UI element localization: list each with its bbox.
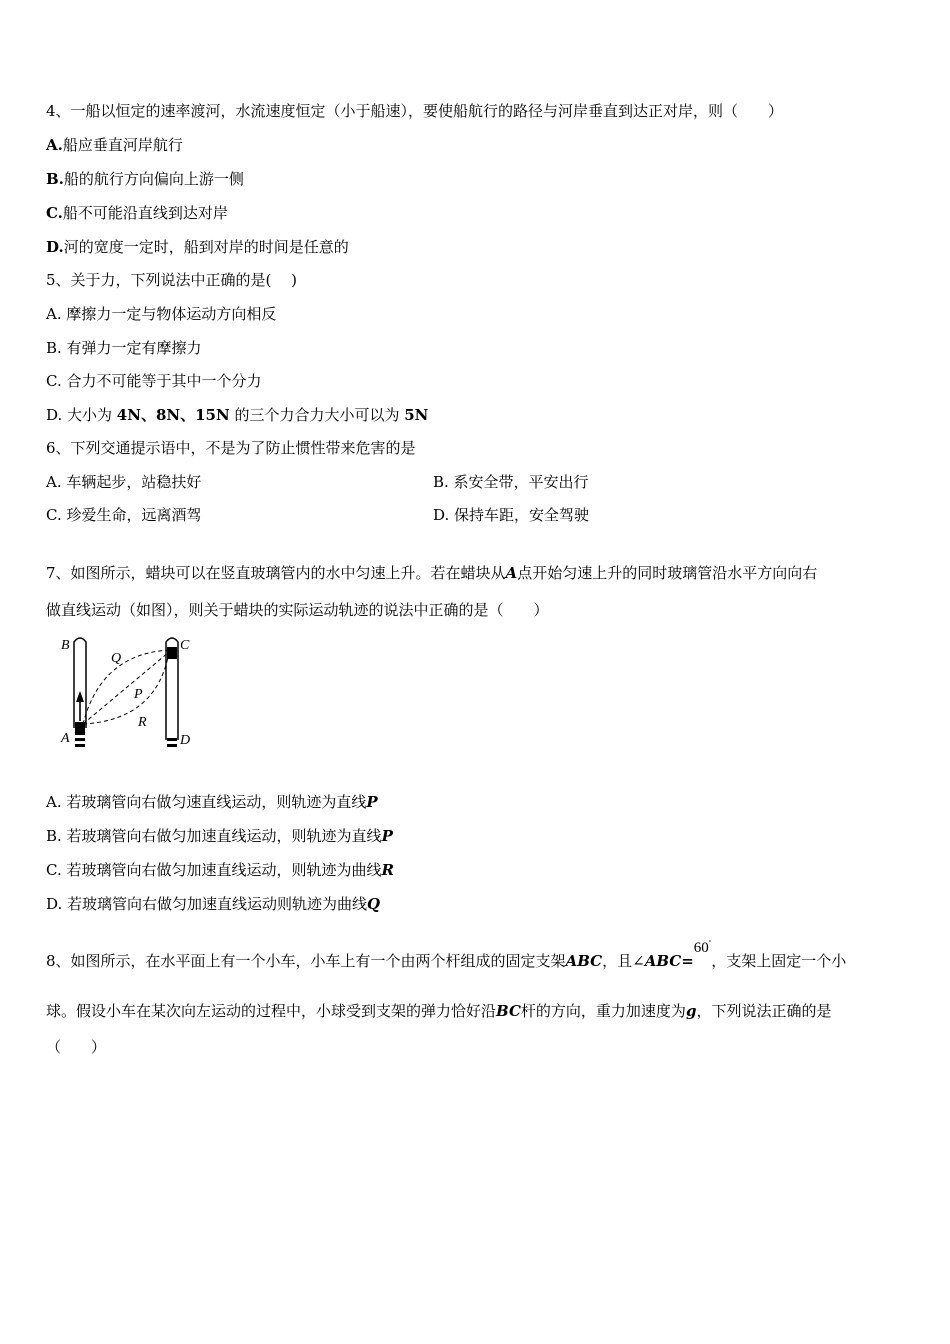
label-r: R <box>138 715 147 730</box>
q5-option-d-value: 5N <box>404 406 429 424</box>
q8-rod-bc: BC <box>496 1002 521 1020</box>
q7-option-d-var: Q <box>367 895 381 913</box>
label-a: A <box>61 731 70 746</box>
q7-option-d <box>46 893 380 915</box>
q5-option-d-pre: D. 大小为 <box>46 406 117 424</box>
q8-stem-line1-pre: 8、如图所示，在水平面上有一个小车，小车上有一个由两个杆组成的固定支架 <box>46 952 566 970</box>
q8-angle-value <box>694 940 711 956</box>
q7-option-c <box>46 859 394 881</box>
q6-stem: 6、下列交通提示语中，不是为了防止惯性带来危害的是 <box>46 439 416 457</box>
q7-option-a-var: P <box>366 793 378 811</box>
label-d: D <box>180 733 191 748</box>
q7-option-c-text: C. 若玻璃管向右做匀加速直线运动，则轨迹为曲线 <box>46 861 382 879</box>
q7-stem-line1-pre: 7、如图所示，蜡块可以在竖直玻璃管内的水中匀速上升。若在蜡块从 <box>46 564 506 582</box>
right-tube-base-mark-1 <box>167 738 177 741</box>
q4-option-c <box>46 202 228 224</box>
q8-stem-line1-post: ，支架上固定一个小 <box>711 952 847 970</box>
q5-option-b: B. 有弹力一定有摩擦力 <box>46 339 202 357</box>
q7-option-a-text: A. 若玻璃管向右做匀速直线运动，则轨迹为直线 <box>46 793 367 811</box>
q6-option-b: B. 系安全带，平安出行 <box>433 473 589 491</box>
label-q: Q <box>111 651 122 666</box>
q5-option-d-mid: 的三个力合力大小可以为 <box>229 406 405 424</box>
label-c: C <box>180 638 190 653</box>
q4-option-a-letter: A. <box>46 136 63 154</box>
upward-arrow-head <box>76 691 84 702</box>
label-b: B <box>61 638 70 653</box>
q8-angle-degree: ° <box>708 940 712 946</box>
q4-option-b-letter: B. <box>46 170 64 188</box>
q7-stem-line2: 做直线运动（如图），则关于蜡块的实际运动轨迹的说法中正确的是（ ） <box>46 601 549 619</box>
q7-option-d-text: D. 若玻璃管向右做匀加速直线运动则轨迹为曲线 <box>46 895 368 913</box>
q7-option-b-var: P <box>381 827 393 845</box>
q4-option-b-text: 船的航行方向偏向上游一侧 <box>63 170 244 188</box>
q5-option-a: A. 摩擦力一定与物体运动方向相反 <box>46 305 277 323</box>
q5-option-c: C. 合力不可能等于其中一个分力 <box>46 372 262 390</box>
q7-point-a: A <box>505 564 518 582</box>
q4-option-b <box>46 168 244 190</box>
q7-option-b <box>46 825 393 847</box>
q5-stem: 5、关于力，下列说法中正确的是( ) <box>46 271 298 289</box>
q8-stem-line1 <box>46 940 847 976</box>
q8-bracket-abc: ABC <box>565 952 603 970</box>
q7-option-a <box>46 791 378 813</box>
q4-option-c-letter: C. <box>46 204 63 222</box>
label-p: P <box>134 687 143 702</box>
q5-option-d-forces: 4N、8N、15N <box>116 406 230 424</box>
q8-stem-line2-pre: 球。假设小车在某次向左运动的过程中，小球受到支架的弹力恰好沿 <box>46 1002 497 1020</box>
q6-option-c: C. 珍爱生命，远离酒驾 <box>46 506 202 524</box>
q7-stem-line1 <box>46 562 817 584</box>
left-tube-base-mark-2 <box>75 744 85 747</box>
q8-gravity-g: g <box>685 1002 697 1020</box>
q7-stem-line1-post: 点开始匀速上升的同时玻璃管沿水平方向向右 <box>517 564 818 582</box>
q6-option-a: A. 车辆起步，站稳扶好 <box>46 473 202 491</box>
q8-stem-line2 <box>46 1000 831 1022</box>
q7-figure-wax-block-diagram <box>55 628 205 758</box>
q5-option-d <box>46 404 428 426</box>
q8-stem-line1-mid: ，且∠ <box>602 952 645 970</box>
q4-option-a <box>46 134 183 156</box>
q8-angle-abc: ABC= <box>644 952 694 970</box>
q7-option-b-text: B. 若玻璃管向右做匀加速直线运动，则轨迹为直线 <box>46 827 382 845</box>
q4-option-a-text: 船应垂直河岸航行 <box>62 136 183 154</box>
q8-stem-line2-post: ，下列说法正确的是 <box>696 1002 832 1020</box>
q8-angle-number: 60 <box>693 940 709 956</box>
q8-stem-line3: （ ） <box>46 1038 107 1056</box>
q8-stem-line2-mid: 杆的方向，重力加速度为 <box>520 1002 686 1020</box>
q4-option-d-letter: D. <box>46 238 64 256</box>
q7-option-c-var: R <box>381 861 394 879</box>
q4-option-d <box>46 236 349 258</box>
q6-option-d: D. 保持车距，安全驾驶 <box>433 506 590 524</box>
q4-stem: 4、一船以恒定的速率渡河，水流速度恒定（小于船速），要使船航行的路径与河岸垂直到达正对岸，则（ ） <box>46 102 784 120</box>
right-tube-base-mark-2 <box>167 744 177 747</box>
q4-option-d-text: 河的宽度一定时，船到对岸的时间是任意的 <box>63 238 349 256</box>
left-tube-base-mark-1 <box>75 738 85 741</box>
q4-option-c-text: 船不可能沿直线到达对岸 <box>62 204 228 222</box>
